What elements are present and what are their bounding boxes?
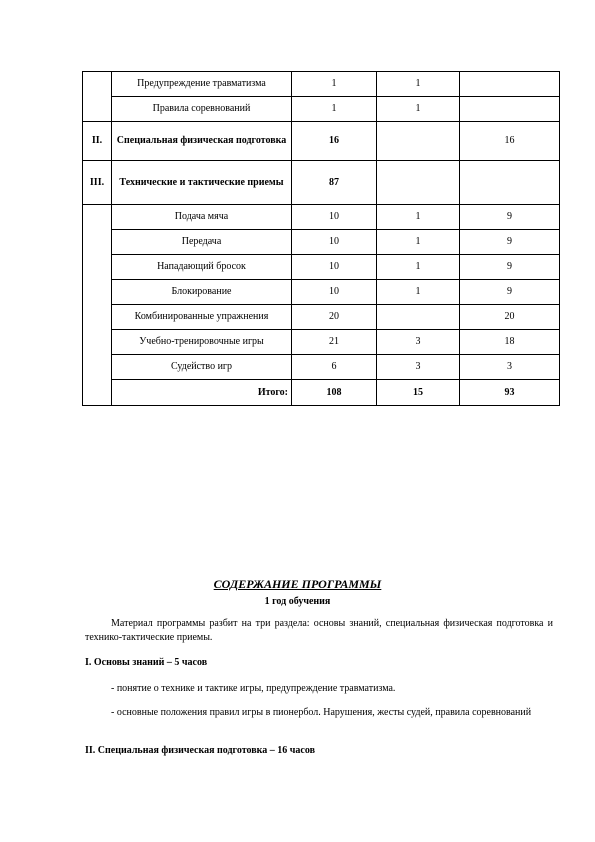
row-theory-cell: 3 [377,330,460,355]
row-practice-cell: 18 [460,330,560,355]
table-row [83,305,560,330]
row-name-cell: Предупреждение травматизма [112,72,292,97]
table-row [83,255,560,280]
section-heading-physical: II. Специальная физическая подготовка – 16 часов [85,745,315,756]
row-practice-cell: 9 [460,255,560,280]
row-total-cell: 10 [292,205,377,230]
row-name-cell: Блокирование [112,280,292,305]
row-theory-cell: 1 [377,255,460,280]
row-total-cell: 20 [292,305,377,330]
row-name-cell: Нападающий бросок [112,255,292,280]
total-hours-cell: 108 [292,380,377,406]
row-name-cell: Правила соревнований [112,97,292,122]
row-total-cell: 10 [292,255,377,280]
row-total-cell: 1 [292,97,377,122]
row-theory-cell [377,161,460,205]
program-subtitle: 1 год обучения [264,596,331,607]
total-practice-cell: 93 [460,380,560,406]
row-total-cell: 21 [292,330,377,355]
row-theory-cell: 3 [377,355,460,380]
row-total-cell: 10 [292,230,377,255]
row-name-cell: Специальная физическая подготовка [112,122,292,161]
row-number-cell: II. [83,122,112,161]
row-theory-cell: 1 [377,280,460,305]
table-row [83,97,560,122]
row-theory-cell: 1 [377,72,460,97]
row-name-cell: Комбинированные упражнения [112,305,292,330]
list-item: - основные положения правил игры в пионербол. Нарушения, жесты судей, правила соревнований [111,707,532,718]
row-practice-cell [460,161,560,205]
total-row [83,380,560,406]
row-name-cell: Передача [112,230,292,255]
row-total-cell: 10 [292,280,377,305]
row-name-cell: Технические и тактические приемы [112,161,292,205]
row-practice-cell [460,72,560,97]
row-practice-cell [460,97,560,122]
row-name-cell: Судейство игр [112,355,292,380]
row-theory-cell: 1 [377,230,460,255]
total-label: Итого: [112,380,292,406]
row-practice-cell: 9 [460,205,560,230]
table-row [83,205,560,230]
row-practice-cell: 16 [460,122,560,161]
curriculum-table [82,71,560,406]
table-row [83,161,560,205]
table-row [83,72,560,97]
row-theory-cell: 1 [377,97,460,122]
row-number-cell: III. [83,161,112,205]
section-heading-basics: I. Основы знаний – 5 часов [85,657,208,668]
row-total-cell: 6 [292,355,377,380]
total-theory-cell: 15 [377,380,460,406]
intro-paragraph: Материал программы разбит на три раздела: основы знаний, специальная физическая подготовка и технико-тактические приемы. [85,618,553,643]
row-total-cell: 87 [292,161,377,205]
list-item: - понятие о технике и тактике игры, предупреждение травматизма. [111,683,396,694]
row-number-cell [83,205,112,406]
row-total-cell: 1 [292,72,377,97]
row-practice-cell: 9 [460,280,560,305]
row-practice-cell: 9 [460,230,560,255]
table-row [83,122,560,161]
row-total-cell: 16 [292,122,377,161]
row-theory-cell [377,305,460,330]
row-practice-cell: 20 [460,305,560,330]
row-practice-cell: 3 [460,355,560,380]
row-theory-cell [377,122,460,161]
program-title: СОДЕРЖАНИЕ ПРОГРАММЫ [213,577,382,591]
row-name-cell: Учебно-тренировочные игры [112,330,292,355]
row-theory-cell: 1 [377,205,460,230]
row-number-cell [83,72,112,122]
row-name-cell: Подача мяча [112,205,292,230]
table-row [83,355,560,380]
table-row [83,280,560,305]
table-row [83,330,560,355]
table-row [83,230,560,255]
